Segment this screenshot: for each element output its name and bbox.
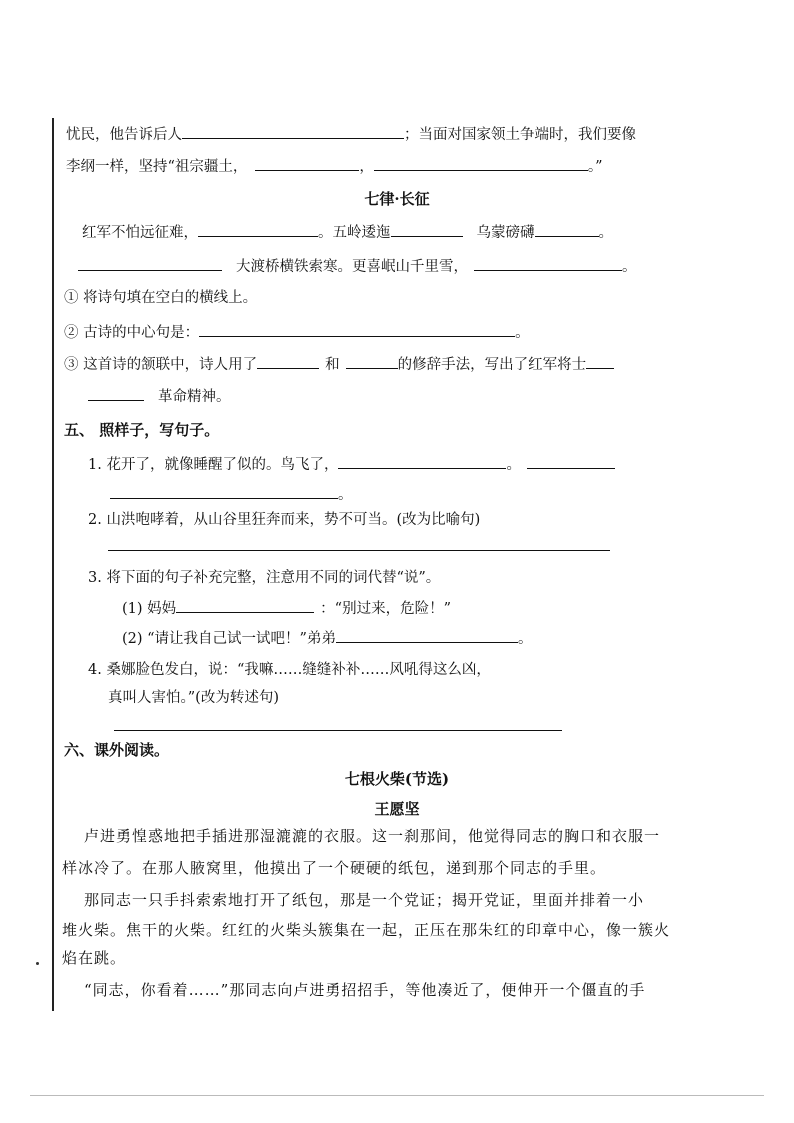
intro-text: 李纲一样，坚持“祖宗疆土， bbox=[66, 159, 248, 175]
intro-line-2 bbox=[66, 156, 603, 177]
answer-blank[interactable] bbox=[255, 156, 359, 171]
answer-blank[interactable] bbox=[176, 598, 314, 613]
question-text: ② 古诗的中心句是： bbox=[64, 325, 200, 341]
reading-title: 七根火柴(节选) bbox=[344, 770, 450, 788]
answer-blank[interactable] bbox=[391, 222, 463, 237]
reading-paragraph-3-line-1: “同志，你看着……”那同志向卢进勇招招手，等他凑近了，便伸开一个僵直的手 bbox=[84, 981, 646, 999]
reading-paragraph-1-line-2: 样冰冷了。在那人腋窝里，他摸出了一个硬硬的纸包，递到那个同志的手里。 bbox=[62, 859, 607, 877]
punctuation: 。 bbox=[338, 487, 353, 503]
question-text: 1. 花开了，就像睡醒了似的。鸟飞了， bbox=[88, 457, 339, 473]
poem-question-3-cont bbox=[88, 386, 231, 407]
poem-line-2 bbox=[78, 256, 637, 277]
answer-blank[interactable] bbox=[78, 256, 222, 271]
reading-paragraph-2-line-1: 那同志一只手抖索索地打开了纸包，那是一个党证；揭开党证，里面并排着一小 bbox=[84, 891, 645, 909]
answer-blank[interactable] bbox=[527, 454, 615, 469]
answer-blank[interactable] bbox=[199, 322, 515, 337]
reading-paragraph-1-line-1: 卢进勇惶惑地把手插进那湿漉漉的衣服。这一刹那间，他觉得同志的胸口和衣服一 bbox=[84, 827, 661, 845]
left-margin-line bbox=[52, 118, 54, 1011]
poem-question-2 bbox=[64, 322, 530, 343]
poem-question-3 bbox=[64, 354, 614, 375]
intro-text: 忧民，他告诉后人 bbox=[66, 127, 182, 143]
question-text: 和 bbox=[325, 357, 340, 373]
section-5-item-1-cont bbox=[110, 484, 353, 505]
reading-author: 王愿坚 bbox=[374, 800, 420, 818]
punctuation: ， bbox=[359, 159, 374, 175]
answer-blank[interactable] bbox=[182, 124, 404, 139]
section-5-item-2: 2. 山洪咆哮着，从山谷里狂奔而来，势不可当。(改为比喻句) bbox=[88, 512, 481, 528]
answer-blank[interactable] bbox=[198, 222, 318, 237]
answer-line[interactable] bbox=[108, 550, 610, 551]
answer-blank[interactable] bbox=[336, 628, 518, 643]
question-text: 的修辞手法，写出了红军将士 bbox=[397, 357, 587, 373]
poem-line-1 bbox=[82, 222, 613, 243]
section-5-item-4: 4. 桑娜脸色发白，说：“我嘛……缝缝补补……风吼得这么凶， bbox=[88, 662, 491, 678]
answer-blank[interactable] bbox=[535, 222, 599, 237]
answer-blank[interactable] bbox=[586, 354, 614, 369]
poem-question-1: ① 将诗句填在空白的横线上。 bbox=[64, 290, 258, 306]
poem-text: 乌蒙磅礴 bbox=[476, 225, 535, 241]
poem-text: 。五岭逶迤 bbox=[318, 225, 391, 241]
section-5-item-1 bbox=[88, 454, 615, 475]
answer-blank[interactable] bbox=[338, 454, 506, 469]
section-5-item-3-2 bbox=[122, 628, 532, 649]
intro-line-1 bbox=[66, 124, 636, 145]
section-6-heading: 六、课外阅读。 bbox=[64, 741, 170, 759]
answer-blank[interactable] bbox=[374, 156, 588, 171]
question-text: (1) 妈妈 bbox=[122, 601, 177, 617]
answer-blank[interactable] bbox=[257, 354, 319, 369]
punctuation: 。 bbox=[506, 457, 521, 473]
punctuation: 。” bbox=[587, 159, 603, 175]
answer-blank[interactable] bbox=[474, 256, 622, 271]
scan-dot bbox=[36, 962, 39, 965]
punctuation: 。 bbox=[598, 225, 613, 241]
answer-blank[interactable] bbox=[110, 484, 338, 499]
section-5-heading: 五、 照样子，写句子。 bbox=[64, 421, 220, 439]
poem-text: 大渡桥横铁索寒。更喜岷山千里雪， bbox=[236, 259, 468, 275]
reading-paragraph-2-line-3: 焰在跳。 bbox=[62, 949, 127, 967]
intro-text: ；当面对国家领土争端时，我们要像 bbox=[404, 127, 636, 143]
page-bottom-edge bbox=[30, 1095, 764, 1096]
punctuation: 。 bbox=[517, 631, 533, 647]
punctuation: 。 bbox=[622, 259, 637, 275]
question-text: (2) “请让我自己试一试吧！”弟弟 bbox=[122, 631, 336, 647]
poem-text: 红军不怕远征难， bbox=[82, 225, 198, 241]
answer-blank[interactable] bbox=[346, 354, 398, 369]
answer-line[interactable] bbox=[114, 730, 562, 731]
question-text: 革命精神。 bbox=[158, 389, 231, 405]
section-5-item-3: 3. 将下面的句子补充完整，注意用不同的词代替“说”。 bbox=[88, 570, 441, 586]
question-text: ：“别过来，危险！” bbox=[320, 601, 451, 617]
section-5-item-4-cont: 真叫人害怕。”(改为转述句) bbox=[108, 690, 279, 706]
reading-paragraph-2-line-2: 堆火柴。焦干的火柴。红红的火柴头簇集在一起，正压在那朱红的印章中心，像一簇火 bbox=[62, 921, 671, 939]
punctuation: 。 bbox=[515, 325, 530, 341]
section-5-item-3-1 bbox=[122, 598, 451, 619]
poem-title: 七律·长征 bbox=[364, 190, 430, 208]
answer-blank[interactable] bbox=[88, 386, 144, 401]
question-text: ③ 这首诗的颔联中，诗人用了 bbox=[64, 357, 258, 373]
